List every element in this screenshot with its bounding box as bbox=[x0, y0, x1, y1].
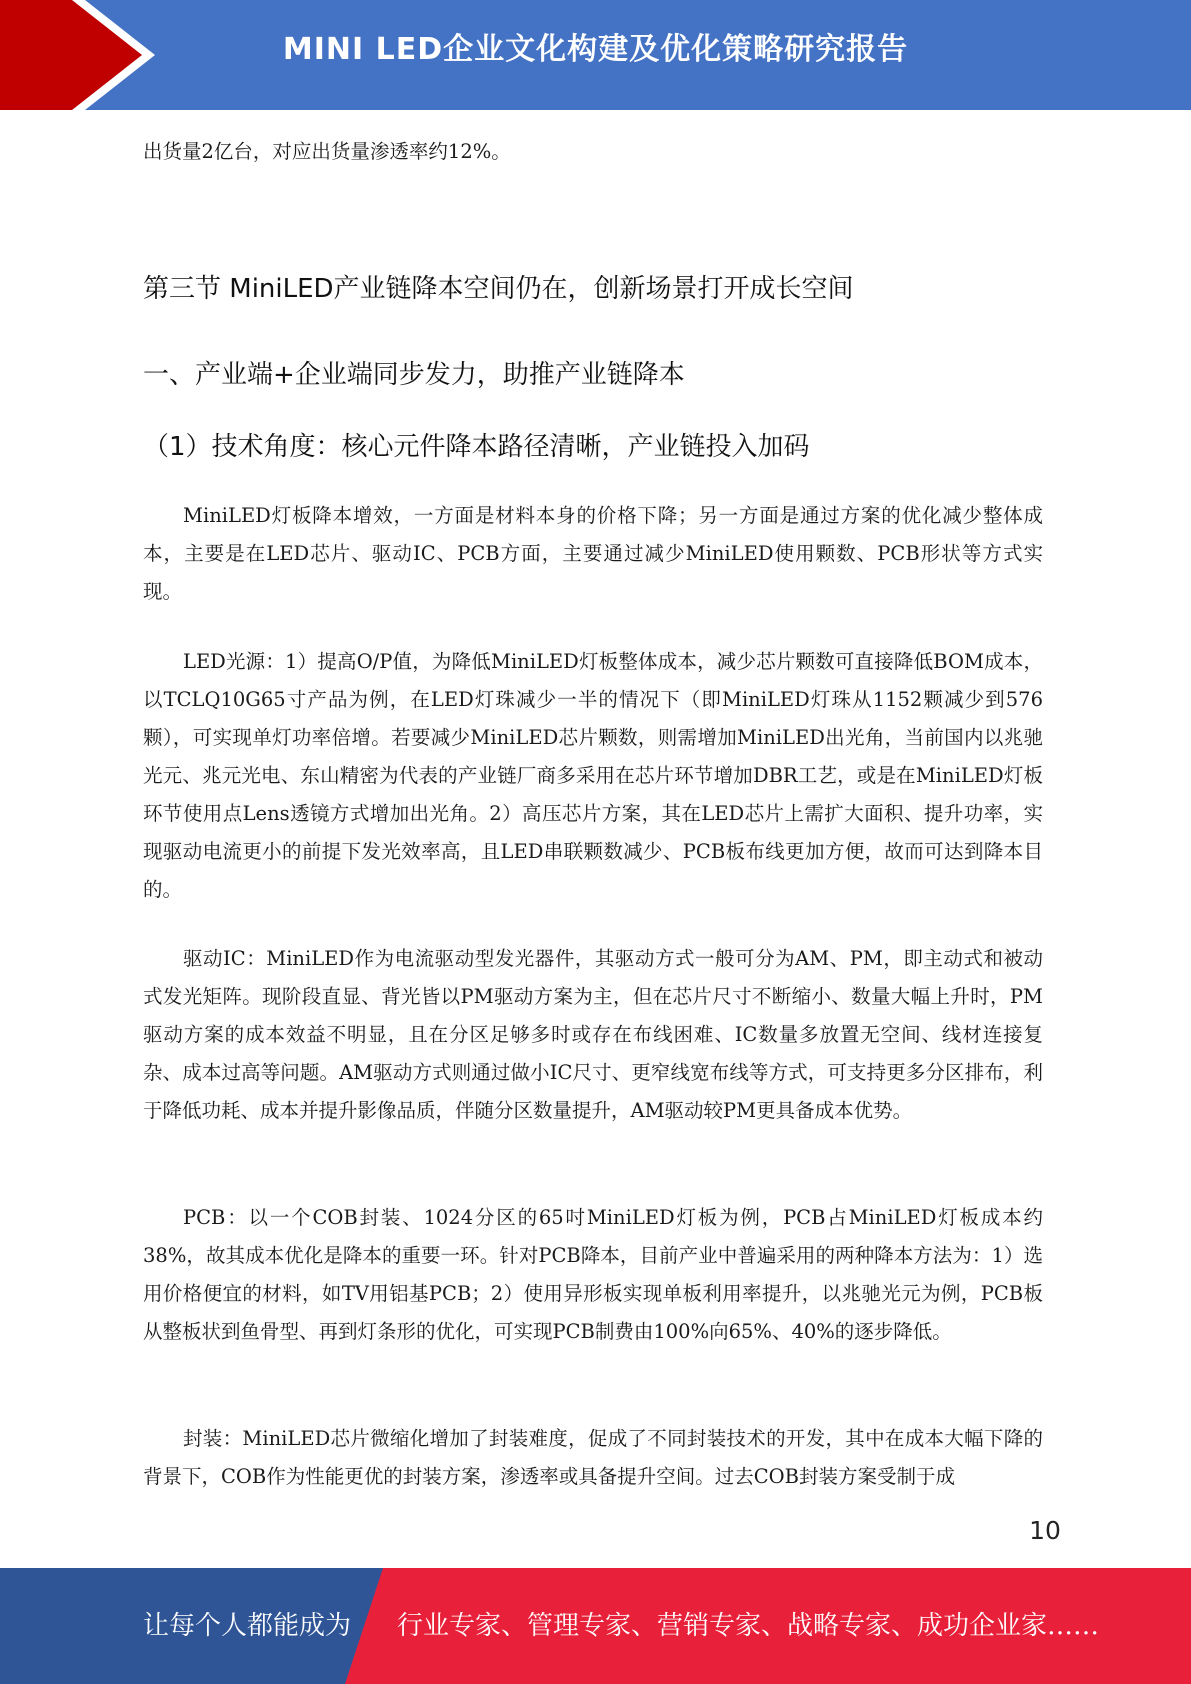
page-footer bbox=[0, 1568, 1191, 1684]
paragraph-led-source: LED光源：1）提高O/P值，为降低MiniLED灯板整体成本，减少芯片颗数可直接降低BOM成本，以TCLQ10G65寸产品为例，在LED灯珠减少一半的情况下（即MiniLED灯珠从1152颗减少到576颗），可实现单灯功率倍增。若要减少MiniLED芯片颗数，则需增加MiniLED出光角，当前国内以兆驰光元、兆元光电、东山精密为代表的产业链厂商多采用在芯片环节增加DBR工艺，或是在MiniLED灯板环节使用点Lens透镜方式增加出光角。2）高压芯片方案，其在LED芯片上需扩大面积、提升功率，实现驱动电流更小的前提下发光效率高，且LED串联颗数减少、PCB板布线更加方便，故而可达到降本目的。 bbox=[143, 650, 1043, 901]
paragraph-minilead-cost: MiniLED灯板降本增效，一方面是材料本身的价格下降；另一方面是通过方案的优化减少整体成本，主要是在LED芯片、驱动IC、PCB方面，主要通过减少MiniLED使用颗数、PCB形状等方式实现。 bbox=[143, 504, 1043, 603]
footer-slogan-right: 行业专家、管理专家、营销专家、战略专家、成功企业家…… bbox=[397, 1611, 1100, 1641]
paragraph-driver-ic: 驱动IC：MiniLED作为电流驱动型发光器件，其驱动方式一般可分为AM、PM，即主动式和被动式发光矩阵。现阶段直显、背光皆以PM驱动方案为主，但在芯片尺寸不断缩小、数量大幅上升时，PM驱动方案的成本效益不明显，且在分区足够多时或存在布线困难、IC数量多放置无空间、线材连接复杂、成本过高等问题。AM驱动方式则通过做小IC尺寸、更窄线宽布线等方式，可支持更多分区排布，利于降低功耗、成本并提升影像品质，伴随分区数量提升，AM驱动较PM更具备成本优势。 bbox=[143, 947, 1043, 1122]
report-title: MINI LED企业文化构建及优化策略研究报告 bbox=[282, 32, 909, 67]
paragraph-packaging: 封装：MiniLED芯片微缩化增加了封装难度，促成了不同封装技术的开发，其中在成本大幅下降的背景下，COB作为性能更优的封装方案，渗透率或具备提升空间。过去COB封装方案受制于成 bbox=[143, 1427, 1043, 1488]
subsubsection-title: （1）技术角度：核心元件降本路径清晰，产业链投入加码 bbox=[143, 432, 810, 462]
page-number: 10 bbox=[1029, 1516, 1061, 1545]
paragraph-pcb: PCB：以一个COB封装、1024分区的65吋MiniLED灯板为例，PCB占MiniLED灯板成本约38%，故其成本优化是降本的重要一环。针对PCB降本，目前产业中普遍采用的两种降本方法为：1）选用价格便宜的材料，如TV用铝基PCB；2）使用异形板实现单板利用率提升，以兆驰光元为例，PCB板从整板状到鱼骨型、再到灯条形的优化，可实现PCB制费由100%向65%、40%的逐步降低。 bbox=[143, 1206, 1043, 1343]
page-header bbox=[0, 0, 1191, 110]
subsection-title: 一、产业端+企业端同步发力，助推产业链降本 bbox=[143, 360, 685, 390]
intro-line: 出货量2亿台，对应出货量渗透率约12%。 bbox=[143, 140, 511, 163]
section-title: 第三节 MiniLED产业链降本空间仍在，创新场景打开成长空间 bbox=[143, 274, 854, 304]
footer-slogan-left: 让每个人都能成为 bbox=[143, 1611, 352, 1641]
